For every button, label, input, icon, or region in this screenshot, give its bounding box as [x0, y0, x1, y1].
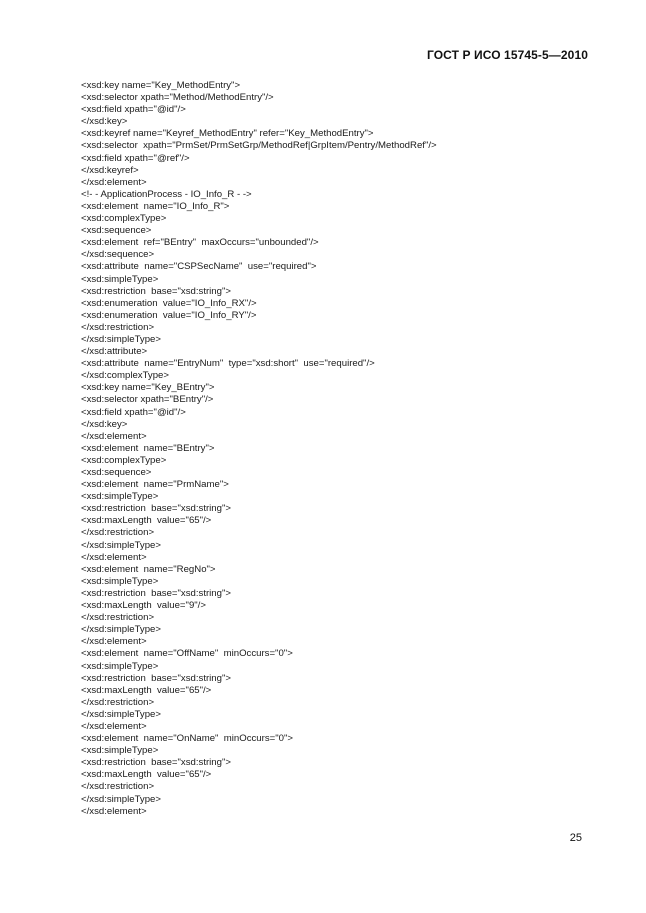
- code-line: </xsd:simpleType>: [81, 539, 161, 551]
- code-line: <xsd:attribute name="EntryNum" type="xsd:short" use="required"/>: [81, 358, 375, 370]
- code-line: <xsd:element name="BEntry">: [81, 442, 215, 454]
- code-line: <!- - ApplicationProcess - IO_Info_R - ->: [81, 188, 252, 200]
- code-line: <xsd:attribute name="CSPSecName" use="required">: [81, 261, 317, 273]
- code-line: <xsd:simpleType>: [81, 273, 159, 285]
- code-line: <xsd:field xpath="@id"/>: [81, 104, 186, 116]
- code-line: </xsd:restriction>: [81, 612, 155, 624]
- code-line: </xsd:key>: [81, 116, 128, 128]
- code-line: <xsd:complexType>: [81, 213, 167, 225]
- code-line: </xsd:key>: [81, 418, 128, 430]
- code-line: <xsd:maxLength value="65"/>: [81, 515, 212, 527]
- code-line: </xsd:sequence>: [81, 249, 155, 261]
- code-line: <xsd:field xpath="@ref"/>: [81, 152, 190, 164]
- code-line: <xsd:simpleType>: [81, 575, 159, 587]
- code-line: <xsd:sequence>: [81, 467, 152, 478]
- code-line: <xsd:simpleType>: [81, 660, 159, 672]
- code-line: </xsd:element>: [81, 430, 147, 442]
- code-line: <xsd:element name="PrmName">: [81, 479, 229, 491]
- code-line: </xsd:element>: [81, 551, 147, 563]
- xsd-code-listing: [81, 80, 606, 818]
- code-line: </xsd:element>: [81, 176, 147, 188]
- code-line: <xsd:key name="Key_MethodEntry">: [81, 80, 241, 91]
- code-line: <xsd:simpleType>: [81, 491, 159, 503]
- code-line: <xsd:restriction base="xsd:string">: [81, 587, 231, 599]
- code-line: </xsd:element>: [81, 720, 147, 732]
- code-line: <xsd:selector xpath="PrmSet/PrmSetGrp/MethodRef|GrpItem/Pentry/MethodRef"/>: [81, 140, 437, 152]
- code-line: <xsd:restriction base="xsd:string">: [81, 672, 231, 684]
- code-line: </xsd:complexType>: [81, 370, 169, 382]
- code-line: </xsd:simpleType>: [81, 708, 161, 720]
- code-line: <xsd:element name="RegNo">: [81, 563, 216, 575]
- page-number: 25: [569, 832, 582, 844]
- code-line: <xsd:key name="Key_BEntry">: [81, 382, 215, 394]
- code-line: </xsd:element>: [81, 805, 147, 817]
- code-line: <xsd:element name="IO_Info_R">: [81, 200, 230, 212]
- code-line: <xsd:enumeration value="IO_Info_RY"/>: [81, 309, 257, 321]
- code-line: <xsd:selector xpath="BEntry"/>: [81, 394, 214, 406]
- code-line: </xsd:simpleType>: [81, 333, 161, 345]
- code-line: <xsd:sequence>: [81, 225, 152, 237]
- code-line: <xsd:complexType>: [81, 454, 167, 466]
- code-line: <xsd:field xpath="@id"/>: [81, 406, 186, 418]
- code-line: </xsd:restriction>: [81, 321, 155, 333]
- code-line: <xsd:simpleType>: [81, 745, 159, 757]
- code-line: </xsd:keyref>: [81, 164, 139, 176]
- code-line: <xsd:maxLength value="65"/>: [81, 769, 212, 781]
- code-line: </xsd:attribute>: [81, 346, 148, 358]
- code-line: <xsd:enumeration value="IO_Info_RX"/>: [81, 297, 257, 309]
- standard-header: ГОСТ Р ИСО 15745-5—2010: [426, 48, 588, 62]
- code-line: <xsd:keyref name="Keyref_MethodEntry" refer="Key_MethodEntry">: [81, 128, 374, 140]
- code-line: <xsd:maxLength value="9"/>: [81, 600, 206, 612]
- code-line: </xsd:element>: [81, 636, 147, 648]
- code-line: <xsd:restriction base="xsd:string">: [81, 757, 231, 769]
- code-line: <xsd:element name="OffName" minOccurs="0">: [81, 648, 293, 660]
- code-line: </xsd:restriction>: [81, 527, 155, 539]
- code-line: </xsd:simpleType>: [81, 624, 161, 636]
- code-line: <xsd:element ref="BEntry" maxOccurs="unbounded"/>: [81, 237, 319, 249]
- code-line: <xsd:restriction base="xsd:string">: [81, 285, 231, 297]
- code-line: </xsd:restriction>: [81, 696, 155, 708]
- code-line: <xsd:element name="OnName" minOccurs="0">: [81, 733, 293, 745]
- code-line: </xsd:simpleType>: [81, 793, 161, 805]
- code-line: </xsd:restriction>: [81, 781, 155, 793]
- code-line: <xsd:restriction base="xsd:string">: [81, 503, 231, 515]
- code-line: <xsd:selector xpath="Method/MethodEntry"/>: [81, 92, 274, 104]
- code-line: <xsd:maxLength value="65"/>: [81, 684, 212, 696]
